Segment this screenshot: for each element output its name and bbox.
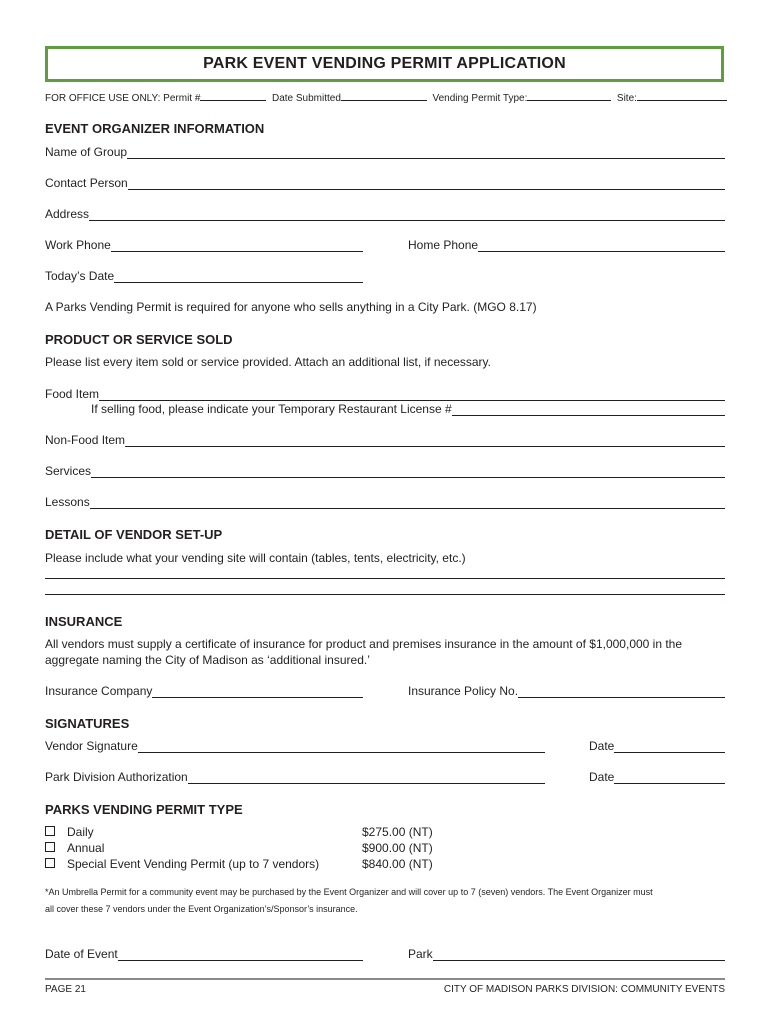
food-item-row bbox=[45, 387, 725, 401]
non-food-item-label: Non-Food Item bbox=[45, 433, 126, 447]
park-field[interactable] bbox=[433, 949, 725, 961]
site-label: Site: bbox=[616, 93, 637, 104]
home-phone-label: Home Phone bbox=[408, 238, 479, 252]
non-food-item-row bbox=[45, 433, 725, 447]
name-of-group-row bbox=[45, 145, 725, 159]
insurance-company-label: Insurance Company bbox=[45, 684, 153, 698]
date-of-event-row bbox=[45, 947, 363, 961]
umbrella-footnote-line-2: all cover these 7 vendors under the Event Organization’s/Sponsor’s insurance. bbox=[45, 904, 358, 914]
date-of-event-field[interactable] bbox=[118, 949, 363, 961]
insurance-heading: INSURANCE bbox=[45, 614, 123, 629]
daily-label: Daily bbox=[67, 825, 94, 839]
date-submitted-label: Date Submitted bbox=[271, 93, 341, 104]
setup-instructions: Please include what your vending site will contain (tables, tents, electricity, etc.) bbox=[45, 551, 466, 565]
restaurant-license-field[interactable] bbox=[452, 404, 725, 416]
setup-field-line-1[interactable] bbox=[45, 578, 725, 579]
office-use-row bbox=[45, 91, 727, 104]
annual-label: Annual bbox=[67, 841, 105, 855]
insurance-text-line-2: aggregate naming the City of Madison as ‘additional insured.’ bbox=[45, 653, 370, 667]
services-label: Services bbox=[45, 464, 92, 478]
lessons-field[interactable] bbox=[90, 497, 725, 509]
vendor-date-label: Date bbox=[589, 739, 615, 753]
park-date-label: Date bbox=[589, 770, 615, 784]
lessons-label: Lessons bbox=[45, 495, 90, 509]
todays-date-field[interactable] bbox=[114, 271, 363, 283]
vending-permit-type-label: Vending Permit Type: bbox=[432, 93, 528, 104]
daily-price: $275.00 (NT) bbox=[362, 825, 433, 839]
page-number: PAGE 21 bbox=[45, 984, 86, 995]
permit-option-daily[interactable] bbox=[45, 825, 94, 840]
vendor-date-field[interactable] bbox=[614, 741, 725, 753]
setup-heading: DETAIL OF VENDOR SET-UP bbox=[45, 527, 223, 542]
contact-person-field[interactable] bbox=[128, 178, 725, 190]
park-row bbox=[408, 947, 725, 961]
vendor-signature-field[interactable] bbox=[138, 741, 545, 753]
vendor-signature-row bbox=[45, 739, 545, 753]
todays-date-row bbox=[45, 269, 363, 283]
insurance-company-field[interactable] bbox=[152, 686, 363, 698]
todays-date-label: Today’s Date bbox=[45, 269, 115, 283]
umbrella-footnote-line-1: *An Umbrella Permit for a community event may be purchased by the Event Organizer and will cover up to 7 (seven) vendors. The Event Organizer must bbox=[45, 887, 653, 897]
permit-type-heading: PARKS VENDING PERMIT TYPE bbox=[45, 802, 243, 817]
park-date-row bbox=[589, 770, 725, 784]
organizer-heading: EVENT ORGANIZER INFORMATION bbox=[45, 121, 265, 136]
special-event-checkbox[interactable] bbox=[45, 858, 55, 868]
permit-number-label: Permit # bbox=[163, 93, 201, 104]
work-phone-label: Work Phone bbox=[45, 238, 111, 252]
product-instructions: Please list every item sold or service provided. Attach an additional list, if necessary. bbox=[45, 355, 491, 369]
special-event-label: Special Event Vending Permit (up to 7 vendors) bbox=[67, 857, 320, 871]
park-authorization-label: Park Division Authorization bbox=[45, 770, 188, 784]
address-field[interactable] bbox=[89, 209, 725, 221]
footer-divider bbox=[45, 978, 725, 980]
non-food-item-field[interactable] bbox=[125, 435, 725, 447]
vending-permit-type-field[interactable] bbox=[527, 91, 611, 101]
daily-checkbox[interactable] bbox=[45, 826, 55, 836]
park-date-field[interactable] bbox=[614, 772, 725, 784]
insurance-policy-field[interactable] bbox=[518, 686, 725, 698]
work-phone-row bbox=[45, 238, 363, 252]
annual-checkbox[interactable] bbox=[45, 842, 55, 852]
restaurant-license-row bbox=[91, 402, 725, 416]
product-heading: PRODUCT OR SERVICE SOLD bbox=[45, 332, 233, 347]
restaurant-license-label: If selling food, please indicate your Temporary Restaurant License # bbox=[91, 402, 452, 416]
permit-number-field[interactable] bbox=[200, 91, 266, 101]
insurance-policy-row bbox=[408, 684, 725, 698]
vendor-date-row bbox=[589, 739, 725, 753]
address-label: Address bbox=[45, 207, 90, 221]
special-event-price: $840.00 (NT) bbox=[362, 857, 433, 871]
park-authorization-field[interactable] bbox=[188, 772, 545, 784]
insurance-company-row bbox=[45, 684, 363, 698]
footer-department: CITY OF MADISON PARKS DIVISION: COMMUNITY EVENTS bbox=[443, 984, 725, 995]
setup-field-line-2[interactable] bbox=[45, 594, 725, 595]
name-of-group-field[interactable] bbox=[127, 147, 725, 159]
address-row bbox=[45, 207, 725, 221]
park-authorization-row bbox=[45, 770, 545, 784]
signatures-heading: SIGNATURES bbox=[45, 716, 130, 731]
form-title: PARK EVENT VENDING PERMIT APPLICATION bbox=[45, 46, 724, 82]
permit-option-annual[interactable] bbox=[45, 841, 104, 856]
food-item-label: Food Item bbox=[45, 387, 100, 401]
office-use-label: FOR OFFICE USE ONLY: bbox=[45, 93, 161, 104]
food-item-field[interactable] bbox=[99, 389, 725, 401]
services-field[interactable] bbox=[91, 466, 725, 478]
annual-price: $900.00 (NT) bbox=[362, 841, 433, 855]
work-phone-field[interactable] bbox=[111, 240, 363, 252]
services-row bbox=[45, 464, 725, 478]
name-of-group-label: Name of Group bbox=[45, 145, 128, 159]
permit-requirement-note: A Parks Vending Permit is required for anyone who sells anything in a City Park. (MGO 8.17) bbox=[45, 300, 537, 314]
park-label: Park bbox=[408, 947, 433, 961]
contact-person-label: Contact Person bbox=[45, 176, 128, 190]
home-phone-row bbox=[408, 238, 725, 252]
site-field[interactable] bbox=[637, 91, 727, 101]
date-submitted-field[interactable] bbox=[341, 91, 427, 101]
vendor-signature-label: Vendor Signature bbox=[45, 739, 138, 753]
lessons-row bbox=[45, 495, 725, 509]
contact-person-row bbox=[45, 176, 725, 190]
permit-option-special-event[interactable] bbox=[45, 857, 319, 872]
insurance-text-line-1: All vendors must supply a certificate of insurance for product and premises insurance in the amount of $1,000,000 in the bbox=[45, 637, 683, 651]
insurance-policy-label: Insurance Policy No. bbox=[408, 684, 519, 698]
home-phone-field[interactable] bbox=[478, 240, 725, 252]
date-of-event-label: Date of Event bbox=[45, 947, 118, 961]
